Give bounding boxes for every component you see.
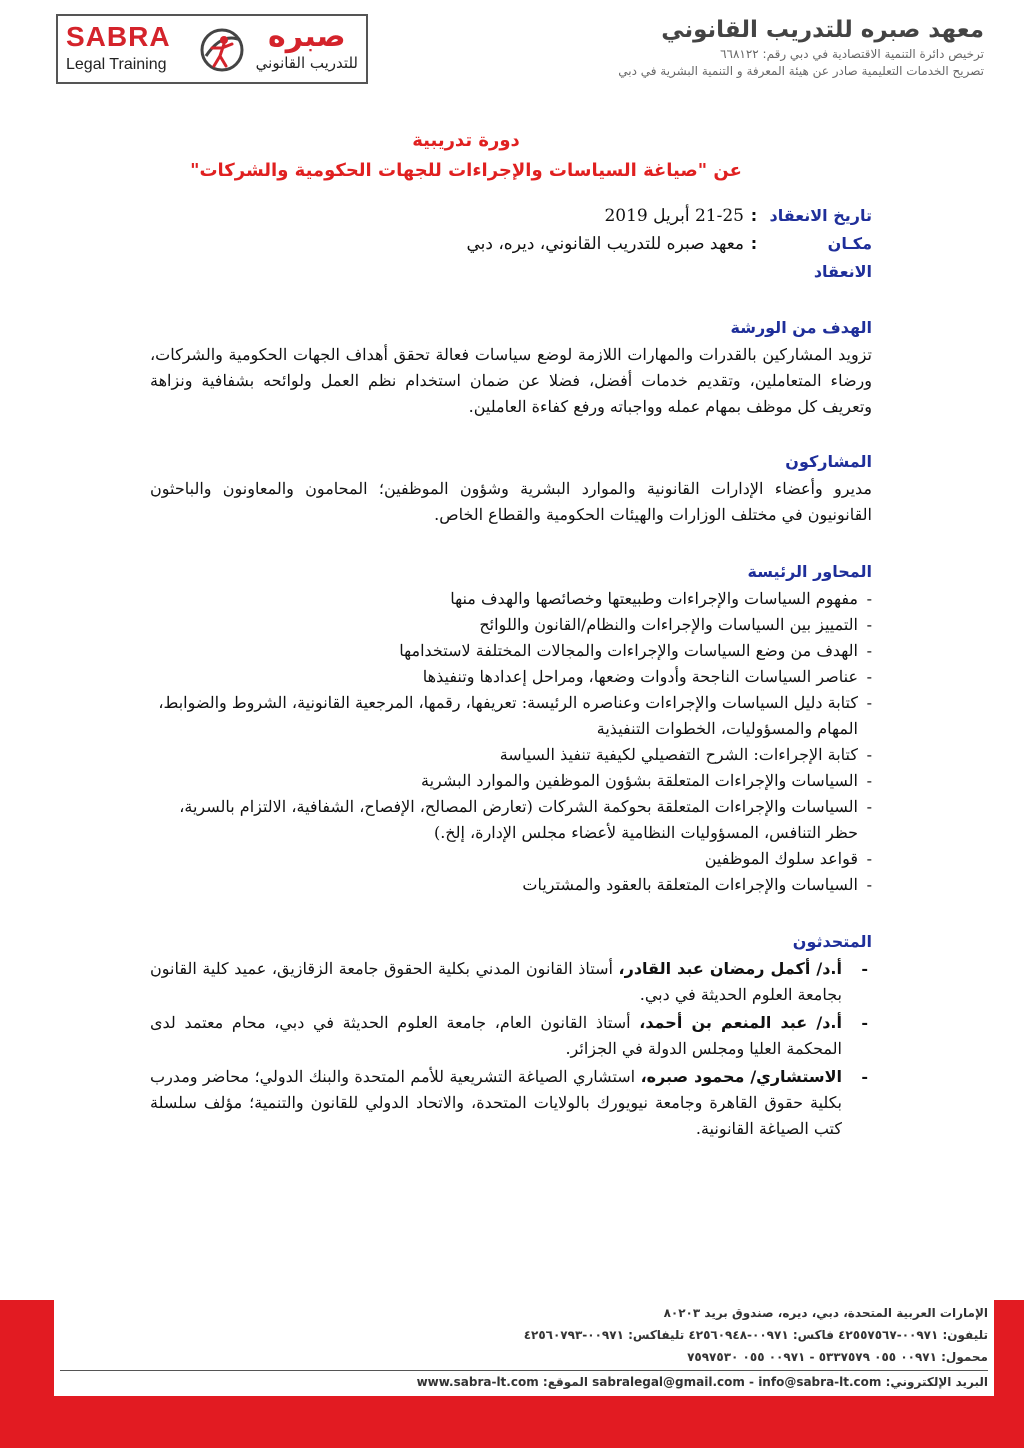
speaker-bio: أستاذ القانون العام، جامعة العلوم الحديثة في دبي، محام معتمد لدى المحكمة العليا ومجلس الدولة في الجزائر. (150, 1013, 842, 1058)
list-item: - السياسات والإجراءات المتعلقة بالعقود والمشتريات (150, 872, 872, 898)
date-value: 21-25 أبريل 2019 (604, 206, 744, 226)
list-item: - قواعد سلوك الموظفين (150, 846, 872, 872)
speaker-item (150, 1064, 872, 1142)
sabra-logo (56, 14, 368, 84)
goal-text: تزويد المشاركين بالقدرات والمهارات اللازمة لوضع سياسات فعالة تحقق أهداف الجهات الحكومية والشركات، ورضاء المتعاملين، وتقديم خدمات أفضل، فضلا عن ضمان استخدام نظم العمل ولوائحه بشفافية ونزاهة وتعريف كل موظف بمهام عمله وواجباته ورفع كفاءة العاملين. (150, 345, 872, 416)
logo-brand-latin: SABRA (66, 21, 171, 52)
license-line: ترخيص دائرة التنمية الاقتصادية في دبي رقم: ٦٦٨١٢٢ (720, 47, 984, 61)
participants-heading: المشاركون (785, 452, 872, 471)
list-item: - عناصر السياسات الناجحة وأدوات وضعها، ومراحل إعدادها وتنفيذها (150, 664, 872, 690)
date-row (150, 202, 872, 230)
permit-line: تصريح الخدمات التعليمية صادر عن هيئة المعرفة و التنمية البشرية في دبي (618, 64, 984, 78)
date-colon: : (750, 206, 758, 225)
place-colon: : (750, 234, 758, 253)
place-row (150, 230, 872, 286)
place-value: معهد صبره للتدريب القانوني، ديره، دبي (466, 234, 744, 254)
speaker-bio: أستاذ القانون المدني بكلية الحقوق جامعة الزقازيق، عميد كلية القانون بجامعة العلوم الحديثة في دبي. (150, 959, 842, 1004)
speaker-name: الاستشاري/ محمود صبره، (640, 1067, 842, 1086)
speaker-item (150, 956, 872, 1008)
footer-web: البريد الإلكتروني: sabralegal@gmail.com - info@sabra-lt.com الموقع: www.sabra-lt.com (60, 1370, 988, 1393)
list-item: - الهدف من وضع السياسات والإجراءات والمجالات المختلفة لاستخدامها (150, 638, 872, 664)
speaker-name: أ.د/ أكمل رمضان عبد القادر، (618, 959, 842, 978)
date-label: تاريخ الانعقاد (769, 206, 872, 225)
goal-heading: الهدف من الورشة (730, 318, 872, 337)
footer-address: الإمارات العربية المتحدة، دبي، ديره، صندوق بريد ٨٠٢٠٣ (663, 1306, 988, 1320)
speaker-name: أ.د/ عبد المنعم بن أحمد، (639, 1013, 842, 1032)
course-title (60, 126, 872, 186)
document-body (150, 202, 872, 1144)
list-item: - التمييز بين السياسات والإجراءات والنظام/القانون واللوائح (150, 612, 872, 638)
legal-training-figure-icon (198, 26, 246, 74)
participants-section (150, 448, 872, 528)
logo-brand-arabic: صبره (268, 19, 346, 54)
logo-subtitle-arabic: للتدريب القانوني (255, 54, 358, 72)
list-item: - السياسات والإجراءات المتعلقة بشؤون الموظفين والموارد البشرية (150, 768, 872, 794)
footer-mobiles: محمول: ٠٠٩٧١ ٠٥٥ ٥٣٣٧٥٧٩ - ٠٠٩٧١ ٠٥٥ ٧٥٩٧٥٣٠ (687, 1350, 988, 1364)
speakers-section (150, 928, 872, 1142)
title-line-2: عن "صياغة السياسات والإجراءات للجهات الحكومية والشركات" (190, 160, 742, 181)
logo-arabic (256, 20, 358, 72)
speakers-heading: المتحدثون (792, 932, 872, 951)
footer-contact (54, 1296, 994, 1396)
logo-latin (66, 22, 171, 74)
axes-list (150, 586, 872, 898)
axes-section (150, 558, 872, 898)
logo-subtitle-latin: Legal Training (66, 56, 167, 73)
participants-text: مديرو وأعضاء الإدارات القانونية والموارد البشرية وشؤون الموظفين؛ المحامون والمعاونون والباحثون القانونيون في مختلف الوزارات والهيئات الحكومية والقطاع الخاص. (150, 479, 872, 524)
axes-heading: المحاور الرئيسة (747, 562, 872, 581)
list-item: - مفهوم السياسات والإجراءات وطبيعتها وخصائصها والهدف منها (150, 586, 872, 612)
footer-phones: تليفون: ٠٠٩٧١-٤٢٥٥٧٥٦٧ فاكس: ٠٠٩٧١-٤٢٥٦٠٩٤٨ تليفاكس: ٠٠٩٧١-٤٢٥٦٠٧٩٣ (523, 1328, 988, 1342)
speakers-list (150, 956, 872, 1142)
institute-header (444, 14, 984, 80)
list-item: - كتابة دليل السياسات والإجراءات وعناصره الرئيسة: تعريفها، رقمها، المرجعية القانونية، الشروط والضوابط، المهام والمسؤوليات، الخطوات التنفيذية (150, 690, 872, 742)
institute-name: معهد صبره للتدريب القانوني (661, 17, 984, 43)
title-line-1: دورة تدريبية (412, 130, 520, 151)
goal-section (150, 314, 872, 420)
list-item: - كتابة الإجراءات: الشرح التفصيلي لكيفية تنفيذ السياسة (150, 742, 872, 768)
list-item: - السياسات والإجراءات المتعلقة بحوكمة الشركات (تعارض المصالح، الإفصاح، الشفافية، الالتزام بالسرية، حظر التنافس، المسؤوليات النظامية لأعضاء مجلس الإدارة، إلخ.) (150, 794, 872, 846)
speaker-item (150, 1010, 872, 1062)
place-label: مكـان الانعقاد (813, 234, 872, 281)
speaker-bio: استشاري الصياغة التشريعية للأمم المتحدة والبنك الدولي؛ محاضر ومدرب بكلية حقوق القاهرة وجامعة نيويورك بالولايات المتحدة، والاتحاد الدولي للقانون والتنمية؛ مؤلف سلسلة كتب الصياغة القانونية. (150, 1067, 842, 1138)
